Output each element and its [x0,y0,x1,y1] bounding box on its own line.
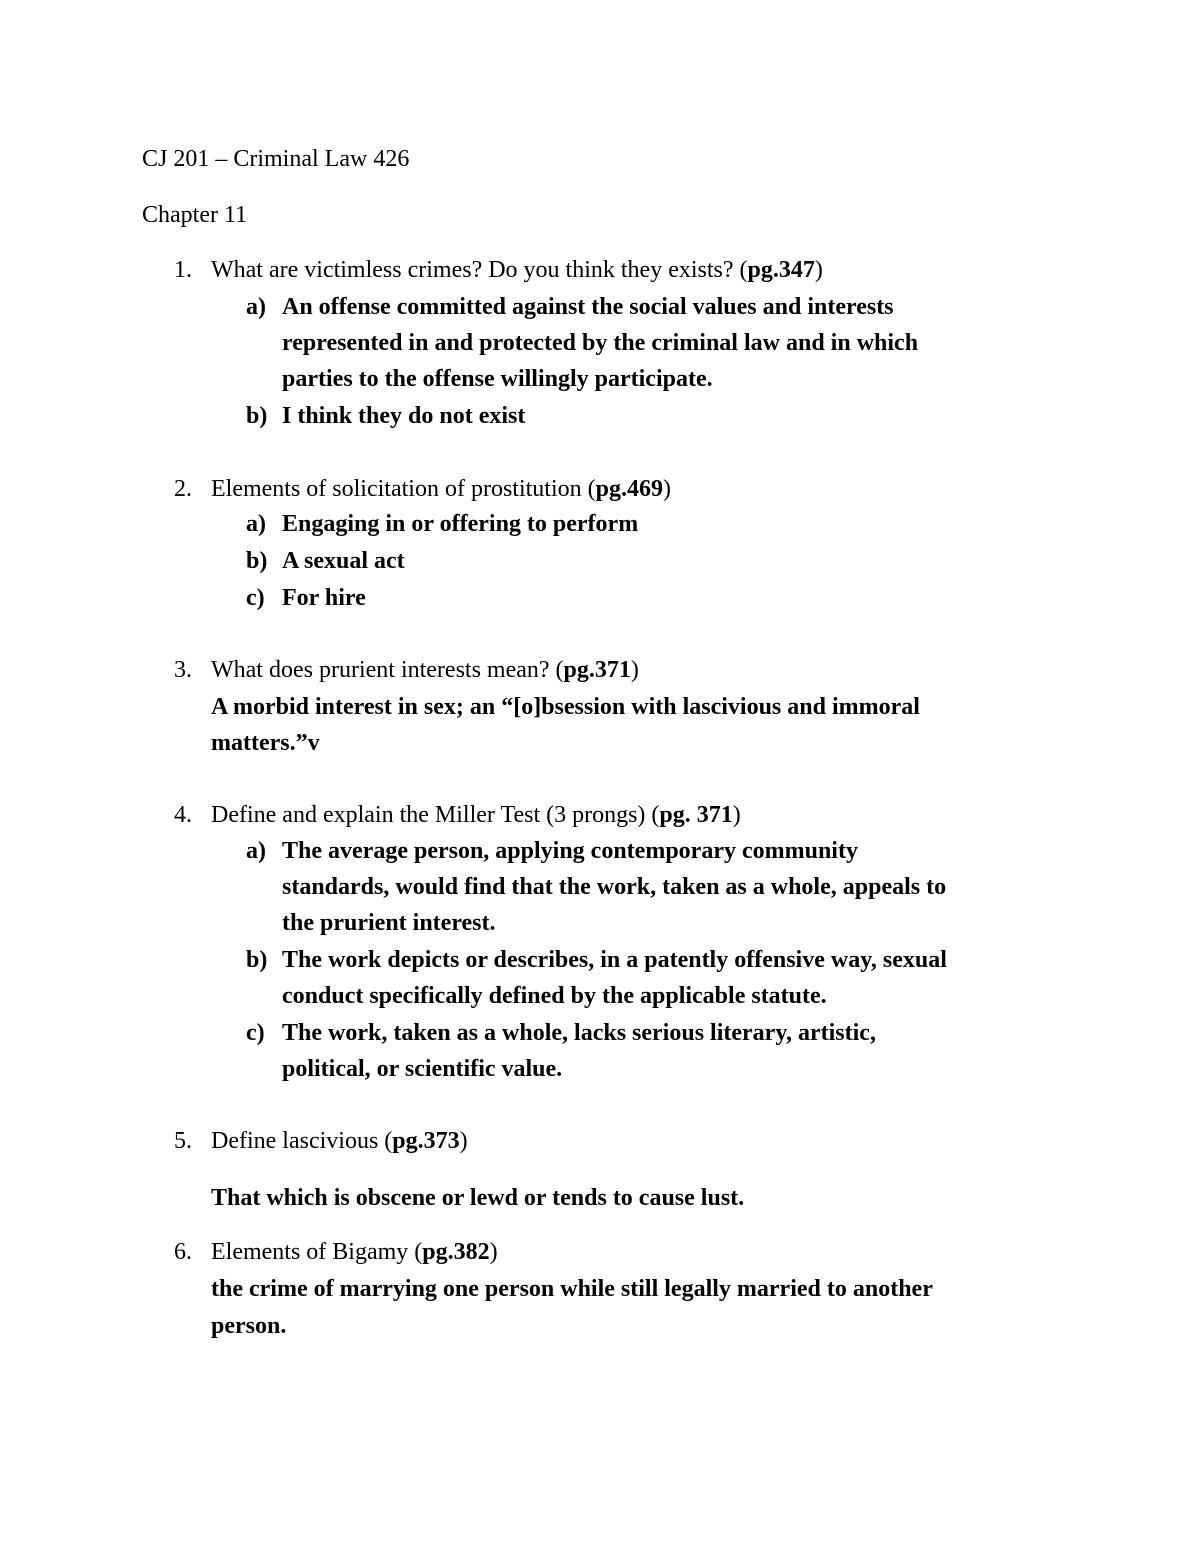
closing-paren: ) [662,476,671,502]
answer-line: The work, taken as a whole, lacks serious literary, artistic, [282,1020,876,1046]
question-prompt: Define lascivious ( [211,1128,393,1154]
question-number: 2. [174,476,192,502]
closing-paren: ) [732,802,741,828]
answer-line: the prurient interest. [282,910,496,936]
answer-letter: b) [246,947,268,973]
answer-line: parties to the offense willingly participate. [282,366,713,392]
closing-paren: ) [459,1128,468,1154]
question-prompt: What are victimless crimes? Do you think they exists? ( [211,257,748,283]
page-reference: pg.469 [595,476,663,502]
question-number: 3. [174,657,192,683]
answer-letter: a) [246,838,266,864]
answer-line: person. [211,1313,287,1339]
answer-letter: b) [246,548,268,574]
question-number: 6. [174,1239,192,1265]
answer-line: Engaging in or offering to perform [282,511,639,537]
answer-line: the crime of marrying one person while still legally married to another [211,1276,933,1302]
answer-letter: b) [246,403,268,429]
answer-line: That which is obscene or lewd or tends to cause lust. [211,1185,745,1211]
answer-line: standards, would find that the work, taken as a whole, appeals to [282,874,947,900]
page-reference: pg.347 [747,257,815,283]
answer-line: A sexual act [282,548,405,574]
question-text [211,1123,468,1159]
course-title: CJ 201 – Criminal Law 426 [142,146,410,172]
question-number: 4. [174,802,192,828]
question-text [211,471,671,507]
answer-line: I think they do not exist [282,403,526,429]
answer-letter: a) [246,294,266,320]
answer-line: represented in and protected by the criminal law and in which [282,330,919,356]
page-reference: pg.382 [422,1239,490,1265]
answer-line: political, or scientific value. [282,1056,563,1082]
answer-line: The work depicts or describes, in a patently offensive way, sexual [282,947,947,973]
closing-paren: ) [489,1239,498,1265]
page-reference: pg. 371 [659,802,733,828]
answer-line: An offense committed against the social values and interests [282,294,894,320]
chapter-heading: Chapter 11 [142,202,248,228]
page-reference: pg.371 [563,657,631,683]
closing-paren: ) [630,657,639,683]
question-prompt: Elements of solicitation of prostitution ( [211,476,596,502]
question-text [211,1234,498,1270]
answer-line: matters.”v [211,730,320,756]
answer-letter: a) [246,511,266,537]
question-prompt: Elements of Bigamy ( [211,1239,423,1265]
answer-letter: c) [246,585,265,611]
question-text [211,252,823,288]
question-prompt: What does prurient interests mean? ( [211,657,564,683]
question-number: 5. [174,1128,192,1154]
question-text [211,797,741,833]
closing-paren: ) [814,257,823,283]
question-text [211,652,639,688]
answer-line: The average person, applying contemporary community [282,838,858,864]
question-prompt: Define and explain the Miller Test (3 prongs) ( [211,802,660,828]
answer-line: A morbid interest in sex; an “[o]bsession with lascivious and immoral [211,694,920,720]
answer-line: conduct specifically defined by the applicable statute. [282,983,827,1009]
page-reference: pg.373 [392,1128,460,1154]
question-number: 1. [174,257,192,283]
answer-line: For hire [282,585,366,611]
answer-letter: c) [246,1020,265,1046]
